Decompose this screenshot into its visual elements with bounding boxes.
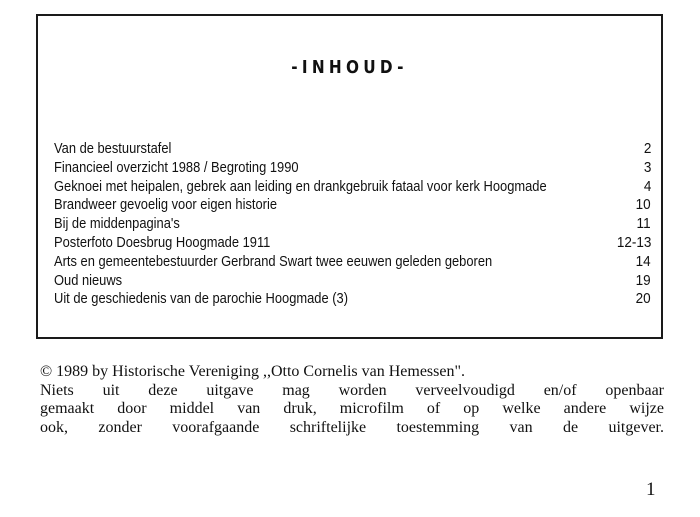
toc-title: -INHOUD- <box>291 57 408 78</box>
toc-entry-label: Geknoei met heipalen, gebrek aan leiding en drankgebruik fataal voor kerk Hoogmade <box>54 177 547 195</box>
toc-entry <box>54 272 651 291</box>
toc-entry-page: 2 <box>643 140 651 157</box>
toc-entry <box>54 234 651 253</box>
toc-entry-page: 19 <box>635 271 651 289</box>
toc-entry-page: 12-13 <box>616 233 651 251</box>
copyright-notice <box>40 363 664 437</box>
toc-entry-label: Posterfoto Doesbrug Hoogmade 1911 <box>54 233 271 251</box>
toc-entry-page: 14 <box>635 252 651 270</box>
toc-entry-page: 3 <box>643 158 651 176</box>
toc-entry <box>54 215 651 234</box>
toc-entry <box>54 196 651 215</box>
toc-entry-label: Van de bestuurstafel <box>54 140 172 157</box>
toc-entry-page: 11 <box>636 215 651 233</box>
toc-entry-label: Bij de middenpagina's <box>54 215 180 233</box>
toc-entry <box>54 290 651 309</box>
toc-entry <box>54 140 651 159</box>
toc-entry-page: 10 <box>635 196 651 214</box>
toc-entry-label: Uit de geschiedenis van de parochie Hoogmade (3) <box>54 290 349 308</box>
toc-list <box>54 140 651 309</box>
toc-entry-label: Financieel overzicht 1988 / Begroting 1990 <box>54 158 299 176</box>
table-of-contents <box>36 14 663 339</box>
page-number: 1 <box>646 479 656 500</box>
toc-entry <box>54 159 651 178</box>
toc-entry <box>54 178 651 197</box>
copyright-line: © 1989 by Historische Vereniging ,,Otto Cornelis van Hemessen". <box>40 363 465 380</box>
rights-line: gemaakt door middel van druk, microfilm of op welke andere wijze <box>40 400 664 417</box>
rights-line: Niets uit deze uitgave mag worden verveelvoudigd en/of openbaar <box>40 381 664 399</box>
toc-entry <box>54 253 651 272</box>
toc-entry-page: 4 <box>643 177 651 195</box>
toc-entry-label: Brandweer gevoelig voor eigen historie <box>54 196 278 214</box>
toc-entry-label: Oud nieuws <box>54 271 123 289</box>
toc-entry-page: 20 <box>635 290 651 308</box>
toc-entry-label: Arts en gemeentebestuurder Gerbrand Swart twee eeuwen geleden geboren <box>54 252 493 270</box>
rights-line: ook, zonder voorafgaande schriftelijke toestemming van de uitgever. <box>40 418 664 436</box>
